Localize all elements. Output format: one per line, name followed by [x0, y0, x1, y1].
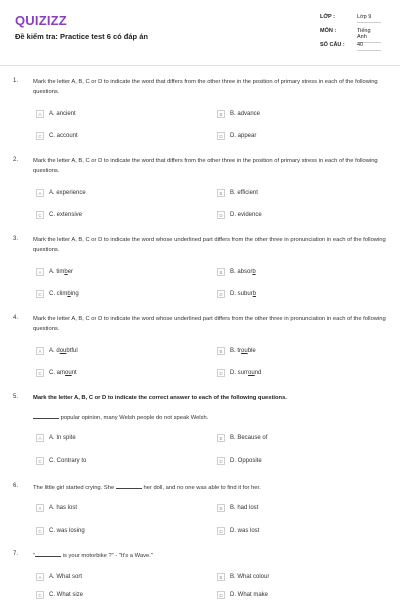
option-a[interactable]	[36, 572, 82, 582]
option-letter-box: A	[36, 504, 44, 512]
option-letter-box: D	[217, 369, 225, 377]
option-a[interactable]	[36, 109, 76, 119]
question-count-value: 40	[357, 42, 381, 51]
option-letter-box: C	[36, 457, 44, 465]
option-a[interactable]	[36, 503, 77, 513]
option-text: B. absorb	[230, 269, 256, 275]
option-text: A. In spite	[49, 435, 76, 441]
option-text: D. What make	[230, 592, 269, 598]
option-letter-box: C	[36, 132, 44, 140]
option-text: D. evidence	[230, 212, 262, 218]
option-text: D. was lost	[230, 528, 260, 534]
answer-blank	[33, 413, 59, 419]
option-letter-box: B	[217, 189, 225, 197]
option-letter-box: C	[36, 211, 44, 219]
option-c[interactable]	[36, 210, 82, 220]
option-d[interactable]	[217, 526, 259, 536]
option-letter-box: C	[36, 527, 44, 535]
question-text: Mark the letter A, B, C or D to indicate the word that differs from the other three in the position of primary stress in each of the following questions.	[33, 79, 378, 95]
option-c[interactable]	[36, 590, 83, 600]
option-letter-box: A	[36, 347, 44, 355]
question-number: 6.	[13, 483, 19, 489]
question-number: 5.	[13, 394, 19, 400]
option-text: C. climbing	[49, 291, 79, 297]
option-letter-box: B	[217, 504, 225, 512]
option-c[interactable]	[36, 526, 85, 536]
question-sentence: popular opinion, many Welsh people do not speak Welsh.	[33, 413, 388, 424]
answer-blank	[116, 483, 142, 489]
exam-meta	[320, 14, 381, 56]
option-a[interactable]	[36, 188, 86, 198]
exam-title: Đề kiểm tra: Practice test 6 có đáp án	[15, 32, 148, 41]
subject-label: MÔN :	[320, 28, 337, 34]
option-letter-box: D	[217, 132, 225, 140]
option-text: A. timber	[49, 269, 74, 275]
option-b[interactable]	[217, 346, 256, 356]
answer-blank	[35, 551, 61, 557]
option-text: C. account	[49, 133, 78, 139]
option-text: A. doubtful	[49, 348, 78, 354]
option-letter-box: D	[217, 457, 225, 465]
question-text: Mark the letter A, B, C or D to indicate the correct answer to each of the following questions.	[33, 395, 287, 401]
option-text: C. amount	[49, 370, 77, 376]
option-a[interactable]	[36, 267, 73, 277]
option-letter-box: B	[217, 573, 225, 581]
option-letter-box: A	[36, 189, 44, 197]
question-text: Mark the letter A, B, C or D to indicate the word whose underlined part differs from the other three in pronunciation in each of the following questions.	[33, 316, 386, 332]
question-number: 3.	[13, 236, 19, 242]
option-c[interactable]	[36, 368, 77, 378]
option-text: B. Because of	[230, 435, 268, 441]
option-text: C. extensive	[49, 212, 83, 218]
option-letter-box: B	[217, 434, 225, 442]
option-letter-box: A	[36, 110, 44, 118]
option-letter-box: B	[217, 110, 225, 118]
option-letter-box: B	[217, 347, 225, 355]
option-letter-box: A	[36, 573, 44, 581]
option-b[interactable]	[217, 503, 258, 513]
option-letter-box: C	[36, 290, 44, 298]
option-a[interactable]	[36, 346, 78, 356]
question-text: Mark the letter A, B, C or D to indicate the word whose underlined part differs from the other three in pronunciation in each of the following questions.	[33, 237, 386, 253]
grade-label: LỚP :	[320, 14, 335, 20]
option-text: B. trouble	[230, 348, 256, 354]
option-text: B. efficient	[230, 190, 258, 196]
option-text: A. experience	[49, 190, 86, 196]
question-text: Mark the letter A, B, C or D to indicate the word that differs from the other three in the position of primary stress in each of the following questions.	[33, 158, 378, 174]
option-d[interactable]	[217, 131, 256, 141]
option-a[interactable]	[36, 433, 76, 443]
question-number: 7.	[13, 551, 19, 557]
option-b[interactable]	[217, 433, 267, 443]
option-d[interactable]	[217, 289, 256, 299]
question-sentence: " is your motorbike ?" - "It's a Wave."	[33, 553, 153, 559]
option-letter-box: D	[217, 211, 225, 219]
option-text: B. had lost	[230, 505, 259, 511]
subject-value: Tiếng Anh	[357, 28, 381, 43]
option-letter-box: C	[36, 369, 44, 377]
option-letter-box: B	[217, 268, 225, 276]
quizizz-logo: QUIZIZZ	[15, 13, 67, 28]
option-b[interactable]	[217, 188, 258, 198]
option-text: C. was losing	[49, 528, 85, 534]
option-text: D. suburb	[230, 291, 257, 297]
option-text: A. What sort	[49, 574, 83, 580]
option-b[interactable]	[217, 267, 256, 277]
option-text: D. surround	[230, 370, 262, 376]
option-d[interactable]	[217, 368, 261, 378]
option-text: C. Contrary to	[49, 458, 87, 464]
option-letter-box: D	[217, 591, 225, 599]
option-text: B. advance	[230, 111, 261, 117]
option-text: B. What colour	[230, 574, 270, 580]
option-letter-box: D	[217, 290, 225, 298]
option-letter-box: A	[36, 434, 44, 442]
option-d[interactable]	[217, 456, 262, 466]
option-text: A. has lost	[49, 505, 78, 511]
option-b[interactable]	[217, 572, 269, 582]
question-number: 1.	[13, 78, 19, 84]
question-sentence: The little girl started crying. She her doll, and no one was able to find it for her.	[33, 485, 261, 491]
question-count-label: SỐ CÂU :	[320, 42, 345, 48]
page-header	[0, 0, 400, 66]
option-d[interactable]	[217, 590, 268, 600]
option-letter-box: A	[36, 268, 44, 276]
option-letter-box: D	[217, 527, 225, 535]
option-text: A. ancient	[49, 111, 76, 117]
option-b[interactable]	[217, 109, 260, 119]
option-c[interactable]	[36, 289, 79, 299]
option-d[interactable]	[217, 210, 262, 220]
option-text: D. Opposite	[230, 458, 262, 464]
option-c[interactable]	[36, 456, 86, 466]
question-number: 2.	[13, 157, 19, 163]
grade-value: Lớp 9	[357, 14, 381, 23]
option-c[interactable]	[36, 131, 78, 141]
option-text: D. appear	[230, 133, 257, 139]
option-letter-box: C	[36, 591, 44, 599]
option-text: C. What size	[49, 592, 84, 598]
question-number: 4.	[13, 315, 19, 321]
